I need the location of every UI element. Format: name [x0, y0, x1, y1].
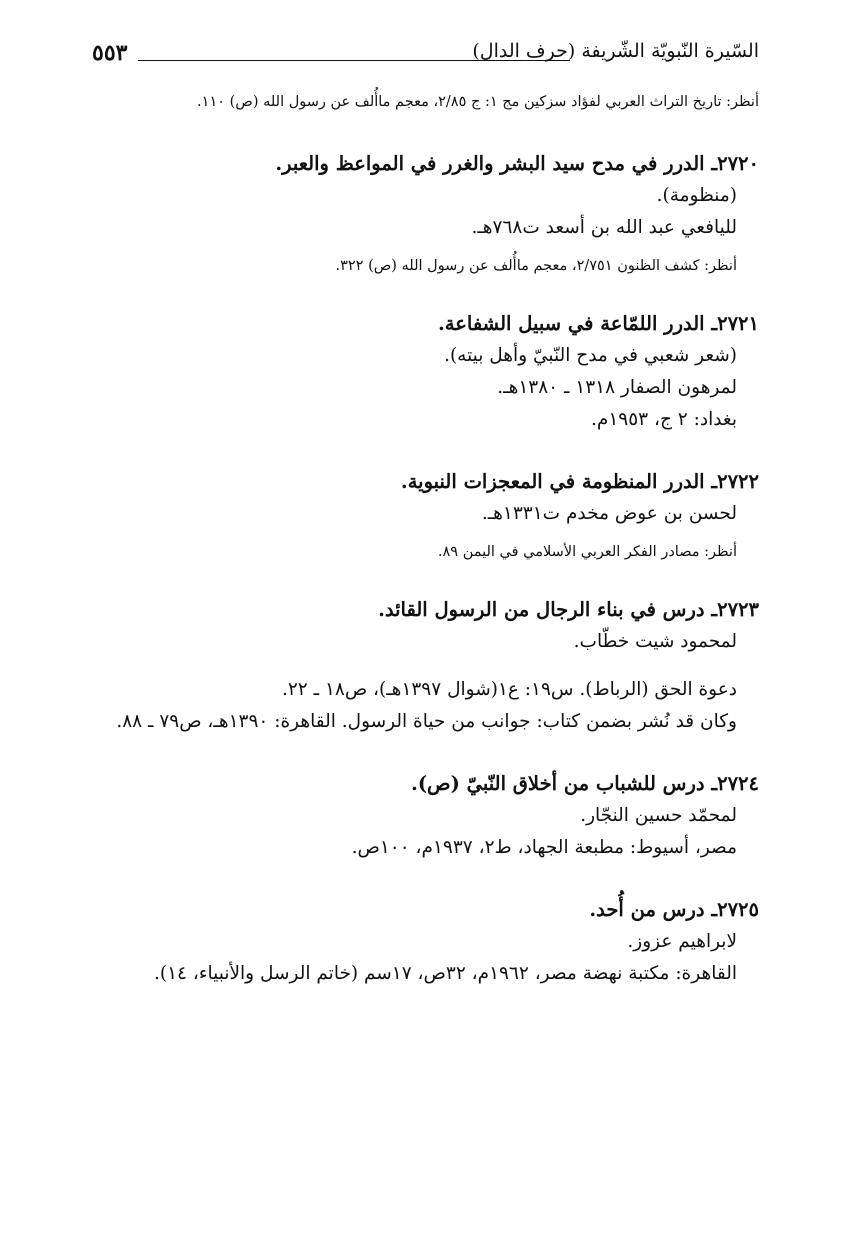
- entry-title: ٢٧٢٤ـ درس للشباب من أخلاق النّبيّ (ص).: [411, 772, 759, 795]
- entry-2722: [92, 466, 759, 564]
- entry-publication: بغداد: ٢ ج، ١٩٥٣م.: [591, 409, 737, 430]
- entry-2720: [92, 148, 759, 278]
- entry-publication: دعوة الحق (الرباط). س١٩: ع١(شوال ١٣٩٧هـ)، ص١٨ ـ ٢٢.: [281, 679, 737, 700]
- top-reference: أنظر: تاريخ التراث العربي لفؤاد سزكين مج ١: ج ٢/٨٥، معجم ماأُلف عن رسول الله (ص) ١١٠.: [197, 94, 759, 110]
- entry-2725: [92, 894, 759, 990]
- entry-author: لحسن بن عوض مخدم ت١٣٣١هـ.: [481, 503, 737, 524]
- entry-author: لمحمود شيت خطّاب.: [573, 631, 737, 652]
- entry-title: ٢٧٢٥ـ درس من أُحد.: [589, 898, 759, 921]
- entry-note: وكان قد نُشر بضمن كتاب: جوانب من حياة الرسول. القاهرة: ١٣٩٠هـ، ص٧٩ ـ ٨٨.: [116, 711, 737, 732]
- entry-publication: مصر، أسيوط: مطبعة الجهاد، ط٢، ١٩٣٧م، ١٠٠ص.: [351, 837, 737, 858]
- entry-reference: أنظر: كشف الظنون ٢/٧٥١، معجم ماأُلف عن رسول الله (ص) ٣٢٢.: [335, 258, 737, 274]
- entry-reference: أنظر: مصادر الفكر العربي الأسلامي في اليمن ٨٩.: [437, 544, 737, 560]
- entry-publication: القاهرة: مكتبة نهضة مصر، ١٩٦٢م، ٣٢ص، ١٧سم (خاتم الرسل والأنبياء، ١٤).: [153, 963, 737, 984]
- entry-2721: [92, 308, 759, 436]
- entry-author: لمرهون الصفار ١٣١٨ ـ ١٣٨٠هـ.: [497, 377, 737, 398]
- entry-title: ٢٧٢٠ـ الدرر في مدح سيد البشر والغرر في المواعظ والعبر.: [275, 152, 759, 175]
- entry-author: لمحمّد حسين النجّار.: [580, 805, 737, 826]
- entry-author: لليافعي عبد الله بن أسعد ت٧٦٨هـ.: [471, 217, 737, 238]
- page-content: [92, 90, 759, 990]
- entry-2723: [92, 594, 759, 738]
- page-header: [92, 36, 759, 72]
- entry-title: ٢٧٢٣ـ درس في بناء الرجال من الرسول القائد.: [378, 598, 759, 621]
- page-number: ٥٥٣: [92, 40, 128, 66]
- entry-author: لابراهيم عزوز.: [627, 931, 737, 952]
- running-title: السّيرة النّبويّة الشّريفة (حرف الدال): [472, 40, 759, 62]
- entry-type: (منظومة).: [656, 185, 737, 206]
- entry-title: ٢٧٢٢ـ الدرر المنظومة في المعجزات النبوية.: [400, 470, 759, 493]
- entry-title: ٢٧٢١ـ الدرر اللمّاعة في سبيل الشفاعة.: [438, 312, 759, 335]
- entry-2724: [92, 768, 759, 864]
- entry-type: (شعر شعبي في مدح النّبيّ وأهل بيته).: [444, 345, 737, 366]
